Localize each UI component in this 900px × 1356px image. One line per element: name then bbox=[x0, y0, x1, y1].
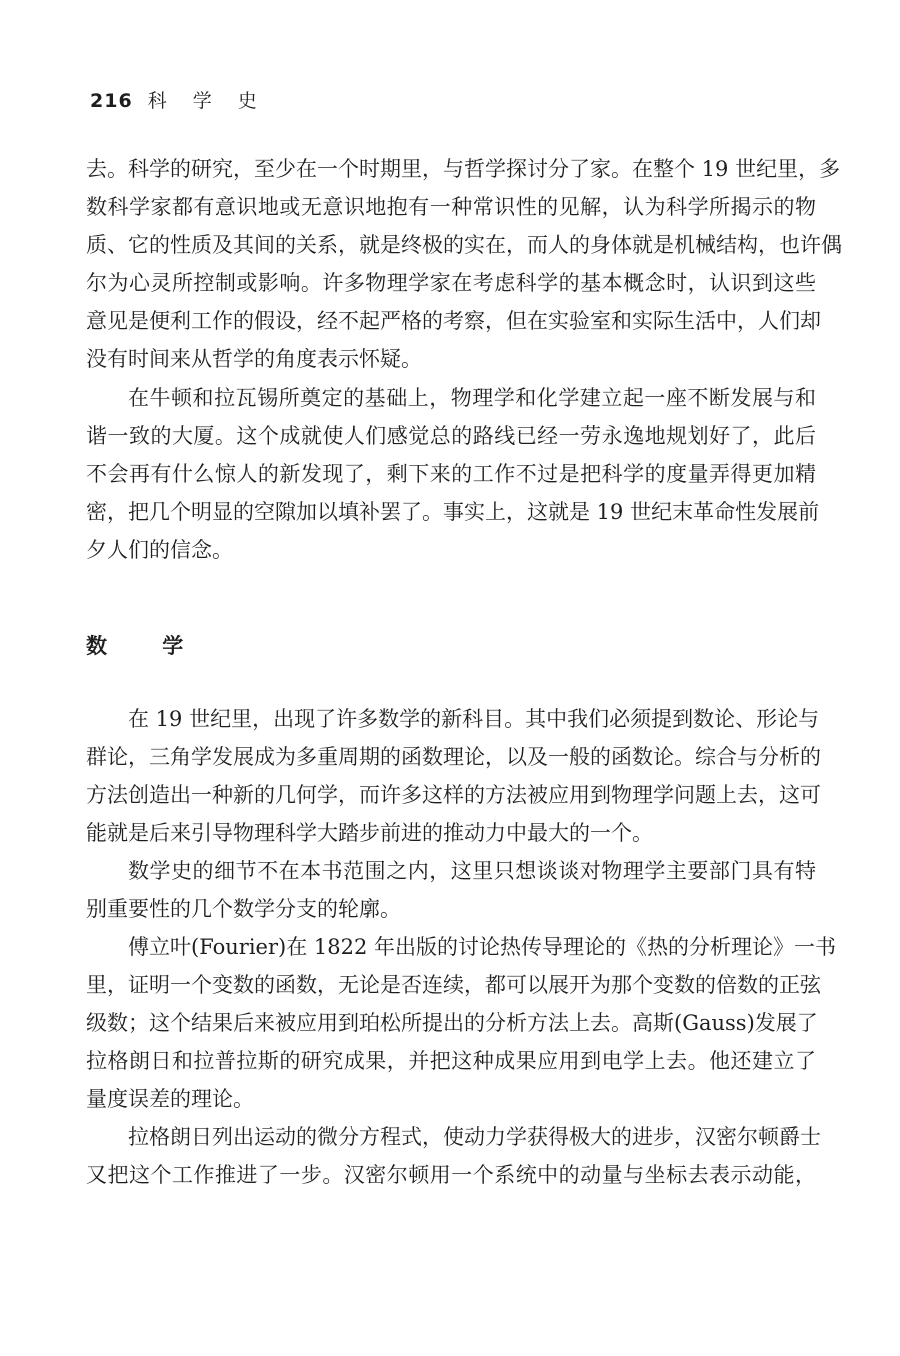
paragraph-6 bbox=[86, 1118, 821, 1194]
text-line: 数学史的细节不在本书范围之内，这里只想谈谈对物理学主要部门具有特 bbox=[128, 859, 816, 883]
paragraph-5 bbox=[86, 928, 836, 1118]
text-line: 拉格朗日和拉普拉斯的研究成果，并把这种成果应用到电学上去。他还建立了 bbox=[86, 1049, 816, 1073]
text-line: 级数；这个结果后来被应用到珀松所提出的分析方法上去。高斯(Gauss)发展了 bbox=[86, 1011, 818, 1035]
paragraph-3 bbox=[86, 700, 821, 852]
paragraph-1 bbox=[86, 150, 842, 378]
text-line: 意见是便利工作的假设，经不起严格的考察，但在实验室和实际生活中，人们却 bbox=[86, 309, 821, 333]
text-line: 又把这个工作推进了一步。汉密尔顿用一个系统中的动量与坐标去表示动能， bbox=[86, 1163, 816, 1187]
text-line: 里，证明一个变数的函数，无论是否连续，都可以展开为那个变数的倍数的正弦 bbox=[86, 973, 821, 997]
paragraph-2 bbox=[86, 379, 820, 569]
text-line: 量度误差的理论。 bbox=[86, 1087, 254, 1111]
text-line: 方法创造出一种新的几何学，而许多这样的方法被应用到物理学问题上去，这可 bbox=[86, 783, 821, 807]
text-line: 密，把几个明显的空隙加以填补罢了。事实上，这就是 19 世纪末革命性发展前 bbox=[86, 500, 820, 524]
paragraph-4 bbox=[86, 852, 816, 928]
text-line: 傅立叶(Fourier)在 1822 年出版的讨论热传导理论的《热的分析理论》一书 bbox=[128, 935, 836, 959]
text-line: 拉格朗日列出运动的微分方程式，使动力学获得极大的进步，汉密尔顿爵士 bbox=[128, 1125, 821, 1149]
text-line: 别重要性的几个数学分支的轮廓。 bbox=[86, 897, 401, 921]
text-line: 不会再有什么惊人的新发现了，剩下来的工作不过是把科学的度量弄得更加精 bbox=[86, 462, 816, 486]
text-line: 数科学家都有意识地或无意识地抱有一种常识性的见解，认为科学所揭示的物 bbox=[86, 195, 816, 219]
text-line: 没有时间来从哲学的角度表示怀疑。 bbox=[86, 347, 422, 371]
text-line: 夕人们的信念。 bbox=[86, 538, 233, 562]
text-line: 在牛顿和拉瓦锡所奠定的基础上，物理学和化学建立起一座不断发展与和 bbox=[128, 386, 816, 410]
text-line: 在 19 世纪里，出现了许多数学的新科目。其中我们必须提到数论、形论与 bbox=[128, 707, 820, 731]
text-line: 群论，三角学发展成为多重周期的函数理论，以及一般的函数论。综合与分析的 bbox=[86, 745, 821, 769]
running-header bbox=[90, 86, 267, 113]
section-heading: 数 学 bbox=[86, 633, 208, 658]
page-number: 216 bbox=[90, 90, 133, 112]
text-line: 去。科学的研究，至少在一个时期里，与哲学探讨分了家。在整个 19 世纪里，多 bbox=[86, 157, 841, 181]
text-line: 能就是后来引导物理科学大踏步前进的推动力中最大的一个。 bbox=[86, 821, 653, 845]
text-line: 谐一致的大厦。这个成就使人们感觉总的路线已经一劳永逸地规划好了，此后 bbox=[86, 424, 816, 448]
book-title: 科 学 史 bbox=[147, 90, 267, 112]
text-line: 尔为心灵所控制或影响。许多物理学家在考虑科学的基本概念时，认识到这些 bbox=[86, 271, 816, 295]
text-line: 质、它的性质及其间的关系，就是终极的实在，而人的身体就是机械结构，也许偶 bbox=[86, 233, 842, 257]
